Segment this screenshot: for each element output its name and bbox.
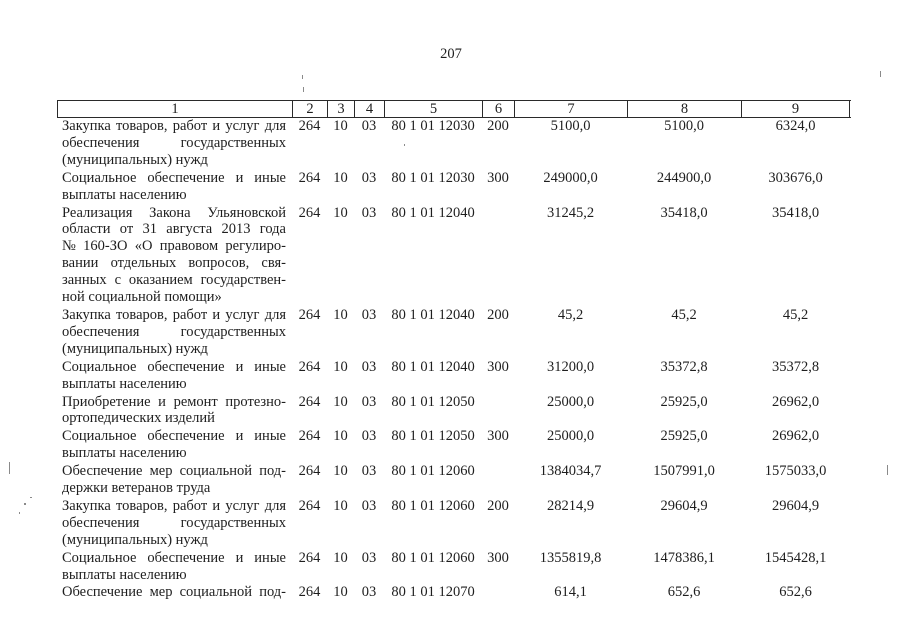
header-cell-col-2: 2: [292, 101, 327, 117]
cell-col-4: 03: [361, 428, 377, 445]
description-line: Приобретение и ремонт протезно-: [62, 393, 286, 410]
description-line: (муниципальных) нужд: [62, 531, 208, 548]
cell-col-2: 264: [298, 169, 321, 186]
cell-col-6: 200: [487, 497, 509, 514]
cell-col-9: 652,6: [779, 584, 812, 601]
row-description: [57, 170, 292, 204]
cell-col-6: 300: [487, 428, 509, 445]
cell-col-2: 264: [298, 584, 321, 601]
cell-col-7: 249000,0: [543, 169, 598, 186]
cell-col-2: 264: [298, 306, 321, 323]
description-line: выплаты населению: [62, 566, 187, 583]
table-row: [57, 359, 851, 394]
cell-col-8: 35418,0: [660, 204, 708, 221]
cell-col-3: 10: [333, 584, 348, 601]
cell-col-8: 1507991,0: [653, 463, 715, 480]
cell-col-7: 25000,0: [546, 393, 595, 410]
table-body: [57, 118, 851, 602]
cell-col-7: 31245,2: [546, 204, 595, 221]
cell-col-8: 5100,0: [664, 118, 704, 134]
description-line: (муниципальных) нужд: [62, 340, 208, 357]
cell-col-2: 264: [298, 497, 321, 514]
cell-col-7: 614,1: [554, 584, 587, 601]
description-line: выплаты населению: [62, 445, 187, 462]
cell-col-6: 300: [487, 169, 509, 186]
cell-col-5: 80 1 01 12070: [391, 584, 475, 601]
table-row: [57, 118, 851, 170]
cell-col-8: 244900,0: [656, 169, 712, 186]
cell-col-6: 300: [487, 358, 509, 375]
description-line: области от 31 августа 2013 года: [62, 221, 286, 238]
row-description: [57, 550, 292, 584]
row-description: [57, 463, 292, 497]
cell-col-6: 200: [487, 118, 509, 134]
cell-col-3: 10: [333, 358, 348, 375]
cell-col-7: 1355819,8: [539, 549, 602, 566]
description-line: Закупка товаров, работ и услуг для: [62, 497, 286, 514]
cell-col-5: 80 1 01 12030: [391, 118, 475, 134]
cell-col-3: 10: [333, 169, 348, 186]
table-row: [57, 170, 851, 205]
description-line: обеспечения государственных: [62, 323, 286, 340]
cell-col-9: 1545428,1: [764, 549, 827, 566]
row-description: [57, 394, 292, 428]
cell-col-2: 264: [298, 428, 321, 445]
cell-col-8: 25925,0: [660, 393, 708, 410]
cell-col-4: 03: [361, 463, 377, 480]
description-line: выплаты населению: [62, 186, 187, 203]
cell-col-3: 10: [333, 393, 348, 410]
scan-mark: [880, 71, 881, 77]
row-description: [57, 205, 292, 306]
page-number: 207: [440, 46, 462, 62]
cell-col-4: 03: [361, 306, 377, 323]
description-line: Закупка товаров, работ и услуг для: [62, 118, 286, 134]
cell-col-7: 45,2: [557, 306, 584, 323]
cell-col-3: 10: [333, 306, 348, 323]
scan-mark: [303, 87, 304, 92]
cell-col-6: 300: [487, 549, 509, 566]
cell-col-5: 80 1 01 12040: [391, 358, 475, 375]
cell-col-3: 10: [333, 204, 348, 221]
cell-col-4: 03: [361, 118, 377, 134]
cell-col-9: 26962,0: [771, 393, 820, 410]
header-cell-col-5: 5: [384, 101, 482, 117]
cell-col-6: [482, 463, 514, 497]
description-line: Обеспечение мер социальной под-: [62, 463, 286, 480]
row-description: [57, 118, 292, 169]
description-line: ортопедических изделий: [62, 410, 215, 427]
scan-mark: [24, 503, 26, 505]
cell-col-9: 29604,9: [771, 497, 820, 514]
cell-col-3: 10: [333, 463, 348, 480]
cell-col-8: 35372,8: [660, 358, 708, 375]
row-description: [57, 359, 292, 393]
cell-col-7: 31200,0: [546, 358, 595, 375]
header-cell-col-1: 1: [57, 101, 292, 117]
description-line: Социальное обеспечение и иные: [62, 169, 286, 186]
row-description: [57, 307, 292, 358]
row-description: [57, 584, 292, 601]
cell-col-5: 80 1 01 12050: [391, 428, 475, 445]
cell-col-5: 80 1 01 12060: [391, 497, 475, 514]
scan-mark: [19, 512, 20, 514]
cell-col-2: 264: [298, 549, 321, 566]
cell-col-3: 10: [333, 118, 348, 134]
cell-col-5: 80 1 01 12040: [391, 306, 475, 323]
cell-col-8: 25925,0: [660, 428, 708, 445]
cell-col-4: 03: [361, 549, 377, 566]
table-row: [57, 550, 851, 585]
cell-col-2: 264: [298, 358, 321, 375]
description-line: (муниципальных) нужд: [62, 151, 208, 168]
description-line: обеспечения государственных: [62, 514, 286, 531]
table-row: [57, 205, 851, 307]
table-row: [57, 498, 851, 550]
description-line: обеспечения государственных: [62, 134, 286, 151]
cell-col-7: 5100,0: [550, 118, 591, 134]
cell-col-6: [482, 394, 514, 428]
description-line: занных с оказанием государствен-: [62, 272, 286, 289]
cell-col-7: 28214,9: [546, 497, 595, 514]
description-line: Социальное обеспечение и иные: [62, 428, 286, 445]
budget-table: [57, 100, 851, 602]
cell-col-2: 264: [298, 463, 321, 480]
table-header-row: [57, 100, 851, 118]
cell-col-5: 80 1 01 12060: [391, 463, 475, 480]
header-cell-col-6: 6: [482, 101, 514, 117]
cell-col-3: 10: [333, 497, 348, 514]
cell-col-5: 80 1 01 12050: [391, 393, 475, 410]
cell-col-9: 45,2: [782, 306, 809, 323]
cell-col-2: 264: [298, 204, 321, 221]
description-line: вании отдельных вопросов, свя-: [62, 255, 286, 272]
description-line: Закупка товаров, работ и услуг для: [62, 306, 286, 323]
cell-col-2: 264: [298, 393, 321, 410]
scan-mark: [9, 462, 10, 474]
cell-col-5: 80 1 01 12060: [391, 549, 475, 566]
description-line: Социальное обеспечение и иные: [62, 549, 286, 566]
scan-mark: [404, 144, 405, 146]
cell-col-5: 80 1 01 12040: [391, 204, 475, 221]
description-line: Реализация Закона Ульяновской: [62, 204, 286, 221]
cell-col-8: 29604,9: [660, 497, 708, 514]
cell-col-6: [482, 584, 514, 601]
description-line: № 160-ЗО «О правовом регулиро-: [62, 238, 286, 255]
cell-col-4: 03: [361, 204, 377, 221]
description-line: ной социальной помощи»: [62, 289, 222, 306]
scan-mark: [887, 465, 888, 475]
cell-col-3: 10: [333, 428, 348, 445]
table-row: [57, 584, 851, 602]
cell-col-3: 10: [333, 549, 348, 566]
table-row: [57, 394, 851, 429]
cell-col-9: 35372,8: [771, 358, 820, 375]
scan-mark: [302, 75, 303, 79]
cell-col-9: 1575033,0: [764, 463, 827, 480]
cell-col-6: 200: [487, 306, 509, 323]
cell-col-4: 03: [361, 169, 377, 186]
header-cell-col-4: 4: [354, 101, 384, 117]
cell-col-6: [482, 205, 514, 306]
cell-col-9: 35418,0: [771, 204, 820, 221]
description-line: держки ветеранов труда: [62, 480, 211, 497]
row-description: [57, 428, 292, 462]
cell-col-4: 03: [361, 358, 377, 375]
scan-mark: [30, 497, 32, 498]
cell-col-9: 26962,0: [771, 428, 820, 445]
cell-col-9: 6324,0: [775, 118, 816, 134]
cell-col-9: 303676,0: [768, 169, 823, 186]
cell-col-4: 03: [361, 393, 377, 410]
table-row: [57, 307, 851, 359]
description-line: Социальное обеспечение и иные: [62, 358, 286, 375]
row-description: [57, 498, 292, 549]
table-row: [57, 428, 851, 463]
cell-col-4: 03: [361, 584, 377, 601]
cell-col-4: 03: [361, 497, 377, 514]
header-cell-col-3: 3: [327, 101, 354, 117]
cell-col-7: 1384034,7: [539, 463, 602, 480]
table-row: [57, 463, 851, 498]
header-cell-col-9: 9: [741, 101, 850, 117]
header-cell-col-7: 7: [514, 101, 627, 117]
cell-col-7: 25000,0: [546, 428, 595, 445]
cell-col-8: 1478386,1: [653, 549, 715, 566]
description-line: Обеспечение мер социальной под-: [62, 584, 286, 601]
description-line: выплаты населению: [62, 375, 187, 392]
cell-col-8: 652,6: [667, 584, 701, 601]
cell-col-2: 264: [298, 118, 321, 134]
cell-col-8: 45,2: [671, 306, 697, 323]
cell-col-5: 80 1 01 12030: [391, 169, 475, 186]
header-cell-col-8: 8: [627, 101, 741, 117]
